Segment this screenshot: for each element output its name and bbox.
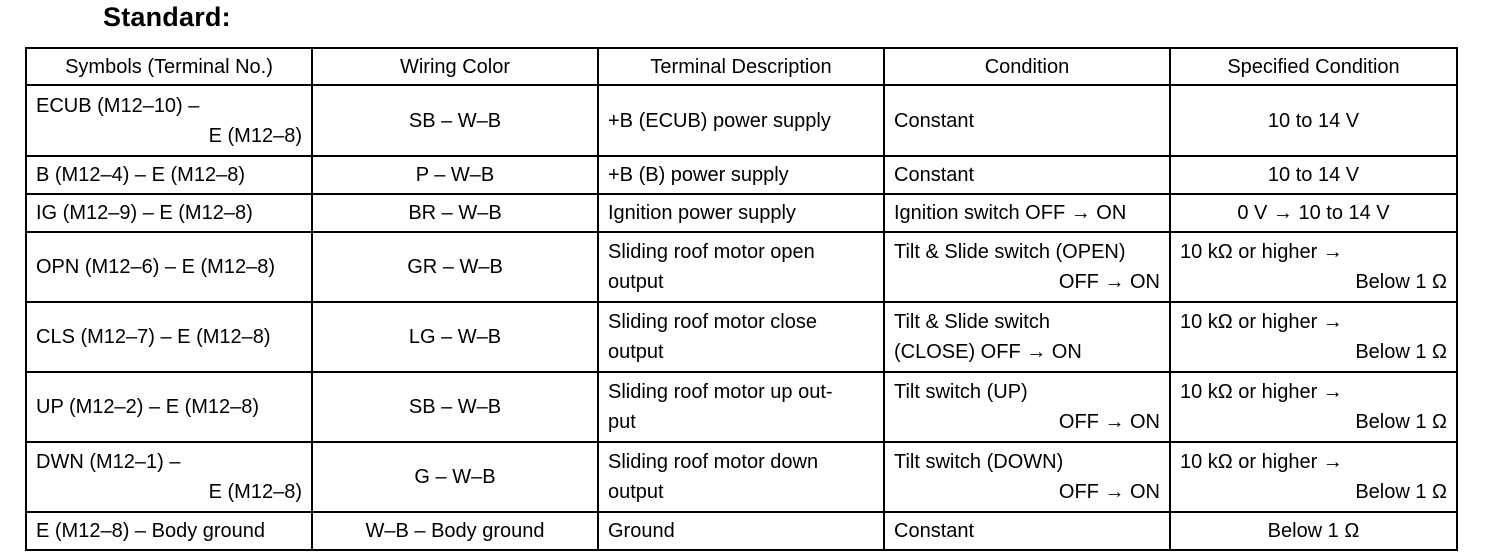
- symbol-cell: [26, 372, 312, 442]
- header-wiring-color: Wiring Color: [312, 48, 598, 85]
- description-cell: [598, 512, 884, 550]
- description-line: Ignition power supply: [608, 202, 796, 224]
- specified-cell: [1170, 442, 1457, 512]
- symbol-line: B (M12–4) – E (M12–8): [36, 164, 245, 186]
- specified-cell: [1170, 156, 1457, 194]
- terminal-spec-table: [25, 47, 1458, 551]
- description-line: output: [608, 481, 664, 503]
- description-line: +B (ECUB) power supply: [608, 109, 831, 132]
- specified-line: 10 kΩ or higher →: [1180, 311, 1343, 333]
- description-cell: [598, 442, 884, 512]
- condition-line: OFF → ON: [1058, 271, 1160, 293]
- specified-cell: [1170, 302, 1457, 372]
- header-specified-condition: Specified Condition: [1170, 48, 1457, 85]
- header-symbols: Symbols (Terminal No.): [26, 48, 312, 85]
- symbol-cell: [26, 232, 312, 302]
- specified-line: 10 to 14 V: [1267, 164, 1360, 186]
- description-line: Sliding roof motor down: [608, 451, 819, 473]
- symbol-line: IG (M12–9) – E (M12–8): [36, 202, 253, 224]
- symbol-cell: [26, 85, 312, 156]
- description-line: Sliding roof motor open: [608, 241, 815, 263]
- condition-line: Tilt switch (UP): [894, 381, 1028, 403]
- wiring-cell: LG – W–B: [312, 302, 598, 372]
- description-line: Ground: [608, 520, 675, 542]
- description-line: Sliding roof motor close: [608, 311, 817, 333]
- specified-line: Below 1 Ω: [1267, 520, 1360, 542]
- table-row: [26, 85, 1457, 156]
- description-cell: [598, 302, 884, 372]
- header-condition: Condition: [884, 48, 1170, 85]
- symbol-line: DWN (M12–1) –: [36, 451, 181, 473]
- symbol-line: UP (M12–2) – E (M12–8): [36, 396, 260, 418]
- specified-line: 10 kΩ or higher →: [1180, 451, 1343, 473]
- table-row: [26, 512, 1457, 550]
- table-row: [26, 372, 1457, 442]
- description-line: output: [608, 341, 664, 363]
- wiring-cell: BR – W–B: [312, 194, 598, 232]
- condition-line: OFF → ON: [1058, 411, 1160, 433]
- table-row: [26, 194, 1457, 232]
- page-heading: Standard:: [103, 2, 231, 32]
- condition-line: OFF → ON: [1058, 481, 1160, 503]
- header-terminal-description: Terminal Description: [598, 48, 884, 85]
- symbol-line: ECUB (M12–10) –: [36, 94, 200, 117]
- description-cell: [598, 85, 884, 156]
- specified-line: Below 1 Ω: [1355, 411, 1447, 433]
- symbol-cell: [26, 302, 312, 372]
- condition-cell: [884, 85, 1170, 156]
- table-row: [26, 442, 1457, 512]
- wiring-cell: SB – W–B: [312, 372, 598, 442]
- specified-line: 10 kΩ or higher →: [1180, 241, 1343, 263]
- condition-cell: [884, 156, 1170, 194]
- condition-cell: [884, 232, 1170, 302]
- symbol-cell: [26, 194, 312, 232]
- specified-line: Below 1 Ω: [1355, 271, 1447, 293]
- wiring-cell: P – W–B: [312, 156, 598, 194]
- condition-line: Tilt switch (DOWN): [894, 451, 1064, 473]
- wiring-cell: GR – W–B: [312, 232, 598, 302]
- condition-line: Constant: [894, 520, 975, 542]
- symbol-line: E (M12–8) – Body ground: [36, 520, 266, 542]
- symbol-line: E (M12–8): [208, 481, 302, 503]
- specified-line: 0 V → 10 to 14 V: [1237, 202, 1390, 224]
- condition-cell: [884, 372, 1170, 442]
- specified-cell: [1170, 512, 1457, 550]
- specified-cell: [1170, 372, 1457, 442]
- description-line: put: [608, 411, 636, 433]
- table-row: [26, 232, 1457, 302]
- specified-cell: [1170, 194, 1457, 232]
- condition-cell: [884, 302, 1170, 372]
- condition-line: Tilt & Slide switch (OPEN): [894, 241, 1126, 263]
- symbol-line: OPN (M12–6) – E (M12–8): [36, 256, 275, 278]
- wiring-cell: G – W–B: [312, 442, 598, 512]
- description-cell: [598, 232, 884, 302]
- description-line: Sliding roof motor up out-: [608, 381, 833, 403]
- condition-line: Constant: [894, 164, 975, 186]
- symbol-cell: [26, 156, 312, 194]
- specified-line: Below 1 Ω: [1355, 341, 1447, 363]
- specified-cell: [1170, 85, 1457, 156]
- wiring-cell: W–B – Body ground: [312, 512, 598, 550]
- condition-line: Constant: [894, 109, 975, 132]
- specified-line: Below 1 Ω: [1355, 481, 1447, 503]
- condition-line: (CLOSE) OFF → ON: [894, 341, 1082, 363]
- specified-line: 10 kΩ or higher →: [1180, 381, 1343, 403]
- description-cell: [598, 156, 884, 194]
- specified-cell: [1170, 232, 1457, 302]
- symbol-line: CLS (M12–7) – E (M12–8): [36, 326, 271, 348]
- specified-line: 10 to 14 V: [1267, 109, 1360, 132]
- condition-cell: [884, 194, 1170, 232]
- table-header-row: [26, 48, 1457, 85]
- symbol-cell: [26, 512, 312, 550]
- description-line: +B (B) power supply: [608, 164, 789, 186]
- condition-line: Ignition switch OFF → ON: [894, 202, 1127, 224]
- symbol-line: E (M12–8): [208, 124, 302, 147]
- condition-cell: [884, 512, 1170, 550]
- description-cell: [598, 194, 884, 232]
- table-row: [26, 302, 1457, 372]
- description-cell: [598, 372, 884, 442]
- description-line: output: [608, 271, 664, 293]
- symbol-cell: [26, 442, 312, 512]
- condition-cell: [884, 442, 1170, 512]
- wiring-cell: SB – W–B: [312, 85, 598, 156]
- condition-line: Tilt & Slide switch: [894, 311, 1050, 333]
- table-row: [26, 156, 1457, 194]
